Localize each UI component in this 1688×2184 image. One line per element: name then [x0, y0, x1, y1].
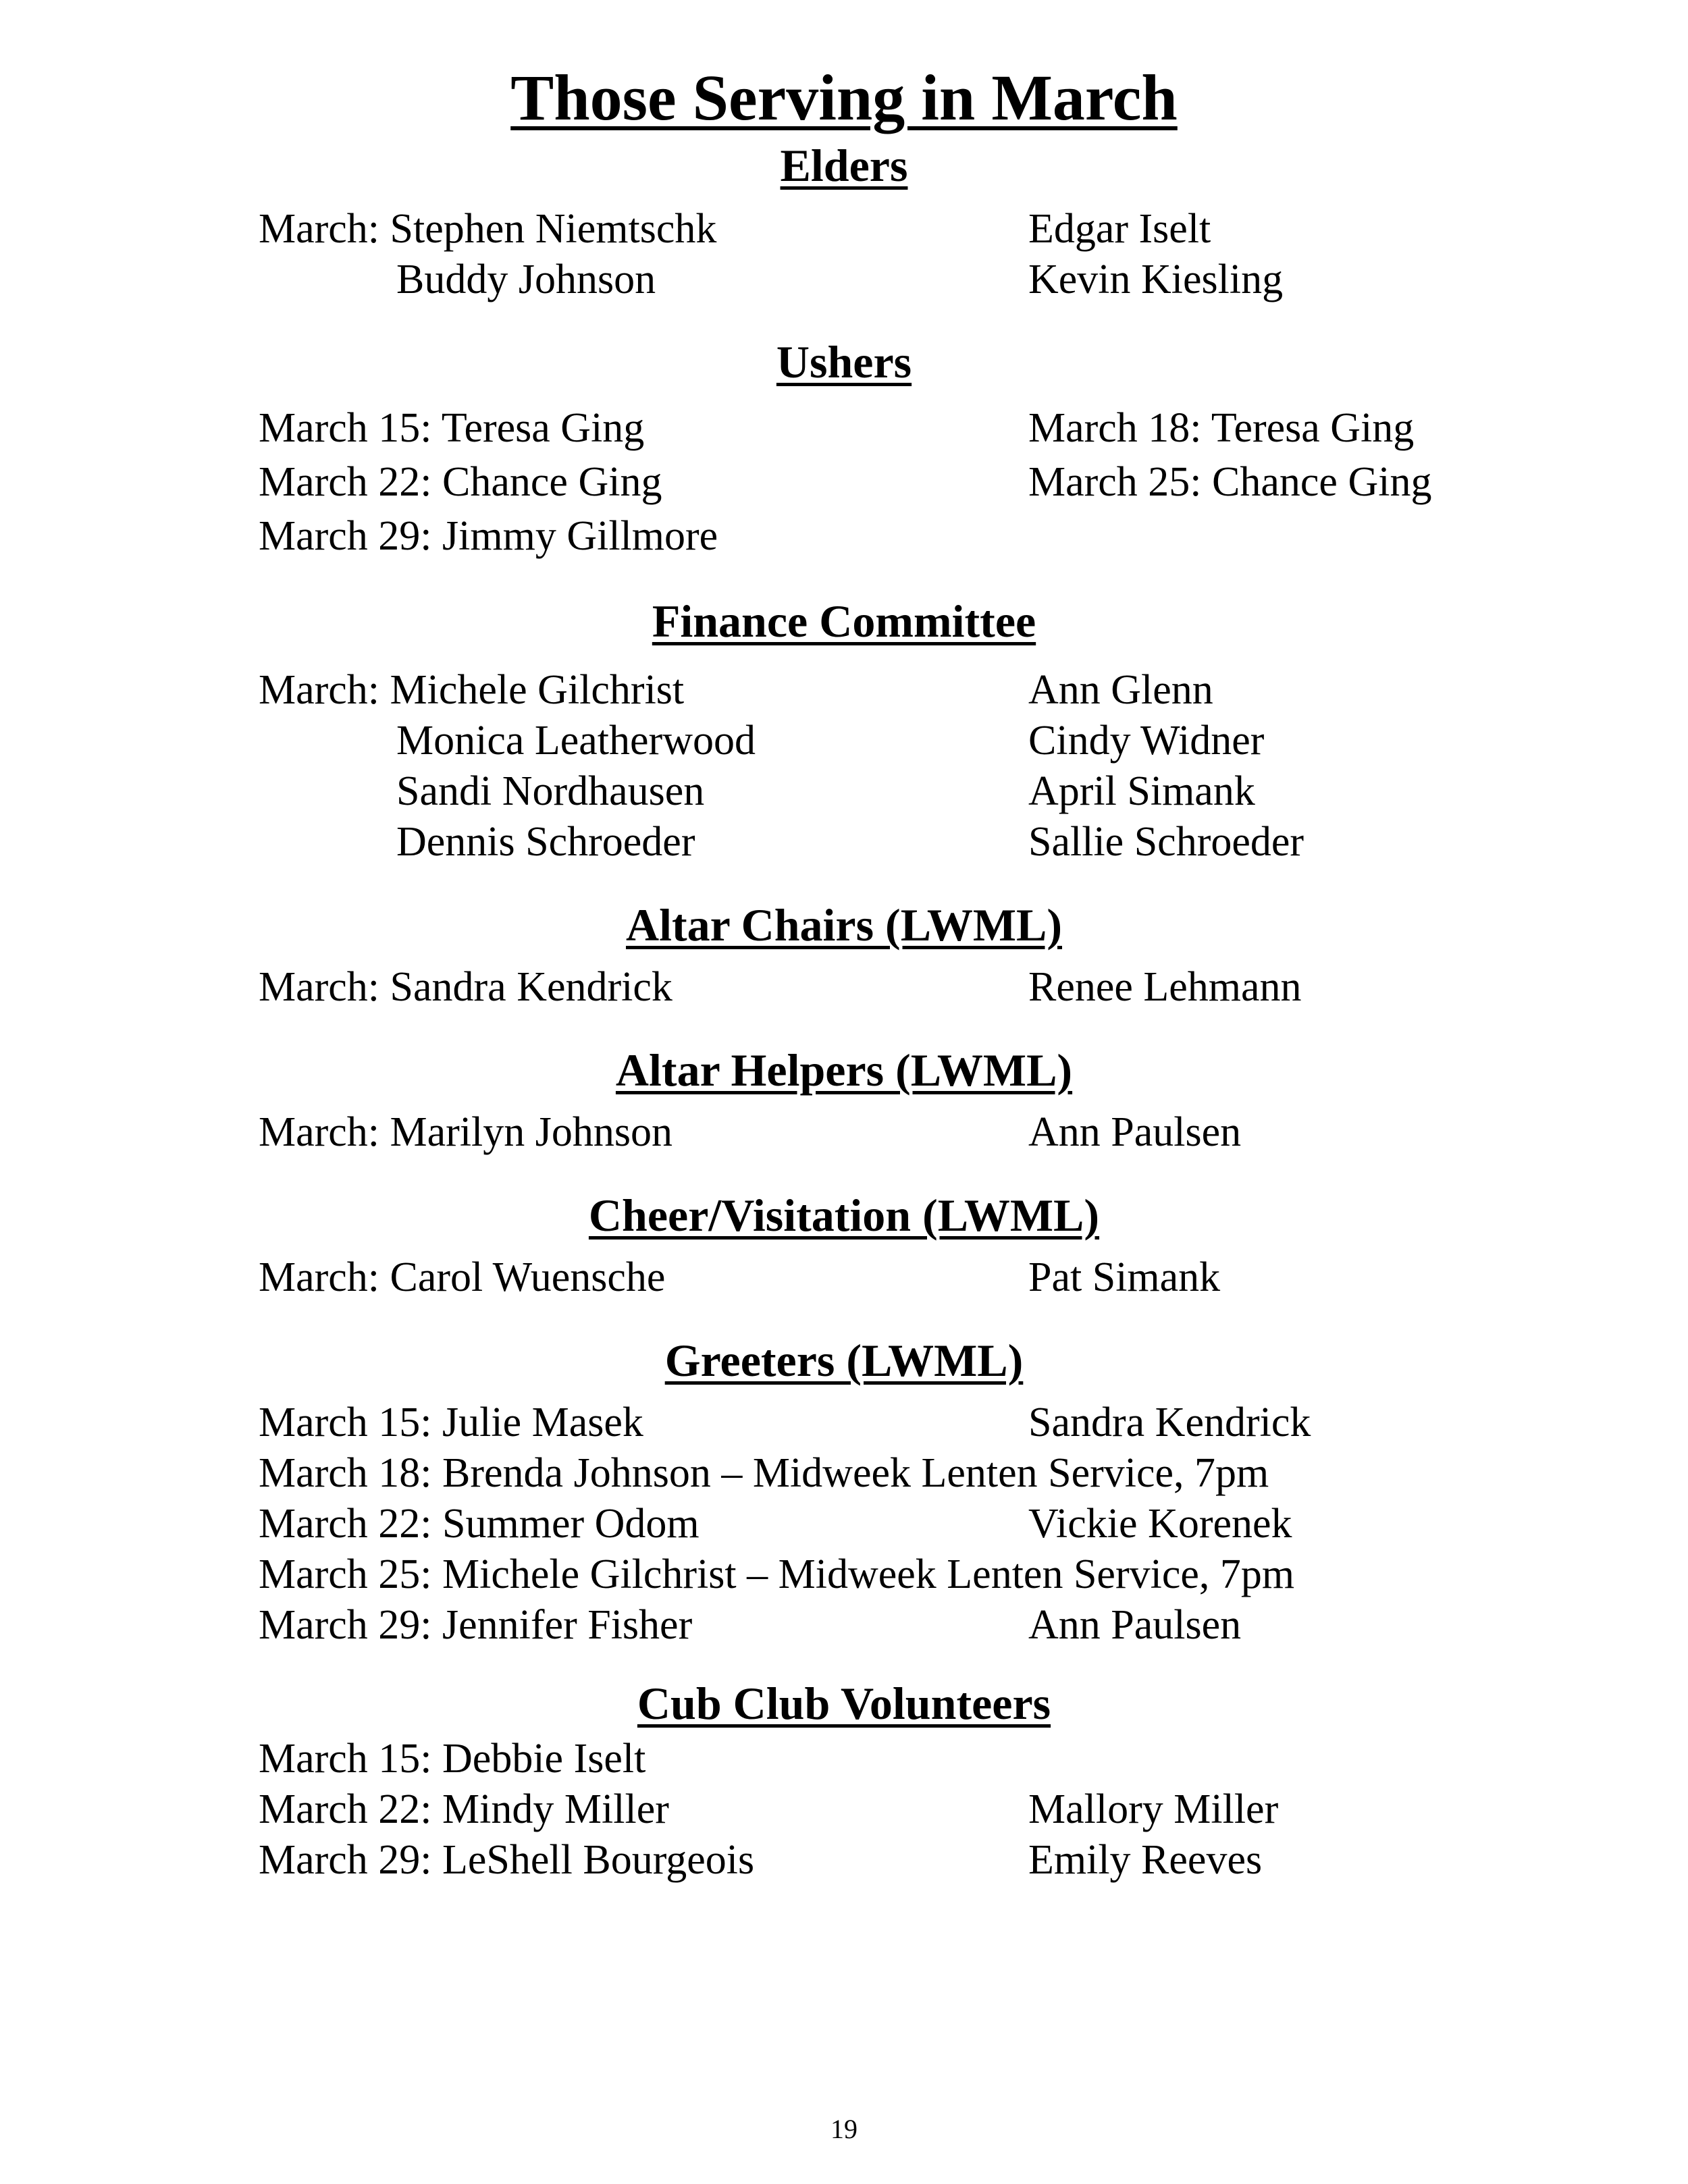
greeters-heading: Greeters (LWML): [664, 1335, 1024, 1386]
elders-row-1-col-1: March: Stephen Niemtschk: [259, 206, 717, 252]
ushers-row-1-col-2: March 18: Teresa Ging: [1028, 405, 1415, 451]
greeters-row-5-col-2: Ann Paulsen: [1028, 1602, 1242, 1648]
ushers-row-3-col-1: March 29: Jimmy Gillmore: [259, 513, 718, 559]
cub-club-heading: Cub Club Volunteers: [637, 1678, 1051, 1729]
cheer-row-1-col-2: Pat Simank: [1028, 1254, 1221, 1300]
altar-chairs-row-1-col-1: March: Sandra Kendrick: [259, 964, 672, 1010]
finance-row-2-col-1: Monica Leatherwood: [396, 718, 756, 764]
greeters-row-3-col-2: Vickie Korenek: [1028, 1501, 1292, 1547]
cheer-visitation-heading: Cheer/Visitation (LWML): [588, 1190, 1100, 1241]
page-number: 19: [830, 2114, 858, 2144]
greeters-row-2: March 18: Brenda Johnson – Midweek Lenten Service, 7pm: [259, 1450, 1269, 1496]
cub-club-row-2-col-2: Mallory Miller: [1028, 1786, 1279, 1832]
altar-helpers-row-1-col-2: Ann Paulsen: [1028, 1109, 1242, 1155]
ushers-row-1-col-1: March 15: Teresa Ging: [259, 405, 645, 451]
greeters-row-4: March 25: Michele Gilchrist – Midweek Lenten Service, 7pm: [259, 1551, 1295, 1597]
cub-club-row-3-col-1: March 29: LeShell Bourgeois: [259, 1837, 755, 1883]
page-title: Those Serving in March: [510, 61, 1178, 134]
finance-row-4-col-2: Sallie Schroeder: [1028, 819, 1304, 865]
greeters-row-1-col-2: Sandra Kendrick: [1028, 1400, 1311, 1445]
finance-row-1-col-1: March: Michele Gilchrist: [259, 667, 685, 713]
greeters-row-3-col-1: March 22: Summer Odom: [259, 1501, 700, 1547]
altar-chairs-row-1-col-2: Renee Lehmann: [1028, 964, 1302, 1010]
finance-row-2-col-2: Cindy Widner: [1028, 718, 1265, 764]
elders-heading: Elders: [780, 140, 908, 191]
ushers-row-2-col-1: March 22: Chance Ging: [259, 459, 662, 505]
finance-row-3-col-2: April Simank: [1028, 768, 1255, 814]
cub-club-row-2-col-1: March 22: Mindy Miller: [259, 1786, 669, 1832]
altar-chairs-heading: Altar Chairs (LWML): [626, 899, 1062, 951]
cub-club-row-1-col-1: March 15: Debbie Iselt: [259, 1736, 646, 1782]
altar-helpers-row-1-col-1: March: Marilyn Johnson: [259, 1109, 673, 1155]
finance-row-1-col-2: Ann Glenn: [1028, 667, 1213, 713]
cub-club-row-3-col-2: Emily Reeves: [1028, 1837, 1263, 1883]
greeters-row-5-col-1: March 29: Jennifer Fisher: [259, 1602, 693, 1648]
finance-committee-heading: Finance Committee: [652, 595, 1036, 647]
finance-row-4-col-1: Dennis Schroeder: [396, 819, 695, 865]
greeters-row-1-col-1: March 15: Julie Masek: [259, 1400, 643, 1445]
elders-row-1-col-2: Edgar Iselt: [1028, 206, 1211, 252]
ushers-heading: Ushers: [776, 336, 912, 388]
elders-row-2-col-2: Kevin Kiesling: [1028, 257, 1284, 302]
cheer-row-1-col-1: March: Carol Wuensche: [259, 1254, 666, 1300]
elders-row-2-col-1: Buddy Johnson: [396, 257, 656, 302]
ushers-row-2-col-2: March 25: Chance Ging: [1028, 459, 1432, 505]
altar-helpers-heading: Altar Helpers (LWML): [615, 1044, 1073, 1096]
finance-row-3-col-1: Sandi Nordhausen: [396, 768, 705, 814]
